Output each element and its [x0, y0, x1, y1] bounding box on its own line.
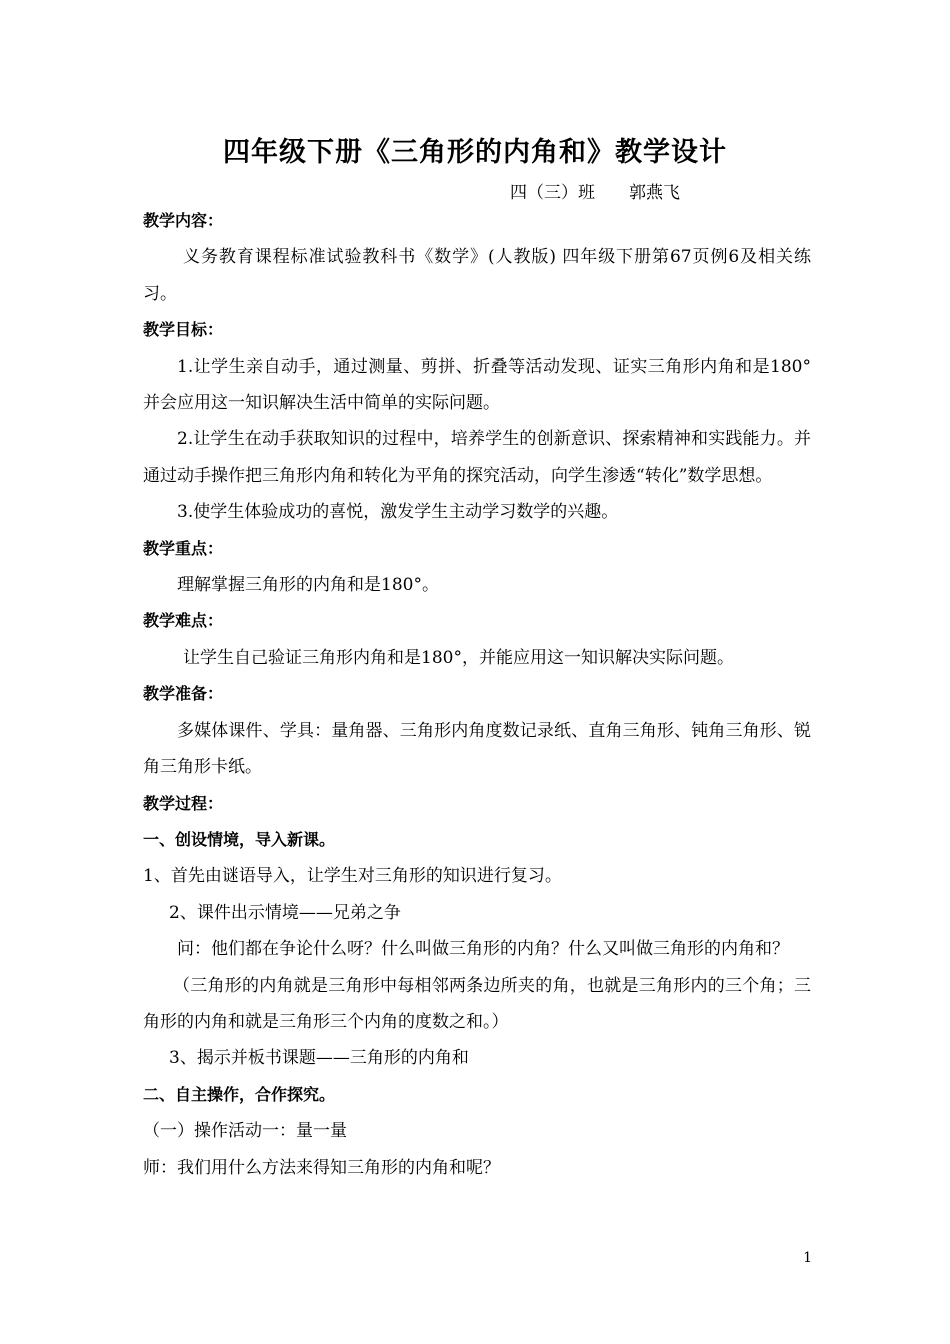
process-teacher-question: 师：我们用什么方法来得知三角形的内角和呢？ [143, 1157, 500, 1178]
document-title: 四年级下册《三角形的内角和》教学设计 [223, 137, 727, 168]
section-heading-difficulty: 教学难点： [143, 611, 224, 631]
process-step-2: 2、课件出示情境——兄弟之争 [169, 902, 401, 923]
process-answer: （三角形的内角就是三角形中每相邻两条边所夹的角，也就是三角形内的三个角；三角形的内角和就是三角形三个内角的度数之和。） [143, 975, 811, 1032]
goal-item-2: 2.让学生在动手获取知识的过程中，培养学生的创新意识、探索精神和实践能力。并通过动手操作把三角形内角和转化为平角的探究活动，向学生渗透“转化”数学思想。 [143, 429, 811, 486]
difficulty-paragraph: 让学生自己验证三角形内角和是180°，并能应用这一知识解决实际问题。 [183, 647, 734, 668]
section-heading-goals: 教学目标： [143, 320, 224, 340]
goal-item-1: 1.让学生亲自动手，通过测量、剪拼、折叠等活动发现、证实三角形内角和是180°并会应用这一知识解决生活中简单的实际问题。 [143, 356, 811, 414]
section-heading-process: 教学过程： [143, 793, 224, 813]
process-step-3: 3、揭示并板书课题——三角形的内角和 [169, 1048, 469, 1069]
section-heading-prep: 教学准备： [143, 684, 224, 704]
section-heading-content: 教学内容： [143, 211, 224, 230]
content-paragraph: 义务教育课程标准试验教科书《数学》(人教版) 四年级下册第67页例6及相关练习。 [143, 247, 811, 304]
author-byline: 四（三）班 郭燕飞 [510, 183, 680, 203]
page-number: 1 [803, 1250, 812, 1266]
process-step-1: 1、首先由谜语导入，让学生对三角形的知识进行复习。 [143, 866, 562, 887]
process-section-2-heading: 二、自主操作，合作探究。 [143, 1084, 336, 1104]
goal-item-3: 3.使学生体验成功的喜悦，激发学生主动学习数学的兴趣。 [177, 502, 619, 523]
document-body [143, 203, 811, 1186]
process-question: 问：他们都在争论什么呀？什么叫做三角形的内角？什么又叫做三角形的内角和？ [177, 939, 789, 960]
prep-paragraph: 多媒体课件、学具：量角器、三角形内角度数记录纸、直角三角形、钝角三角形、锐角三角形卡纸。 [143, 720, 811, 778]
section-heading-key-point: 教学重点： [143, 538, 224, 558]
key-point-paragraph: 理解掌握三角形的内角和是180°。 [177, 575, 439, 596]
process-section-1-heading: 一、创设情境，导入新课。 [143, 829, 336, 849]
process-activity-1: （一）操作活动一：量一量 [143, 1121, 347, 1142]
